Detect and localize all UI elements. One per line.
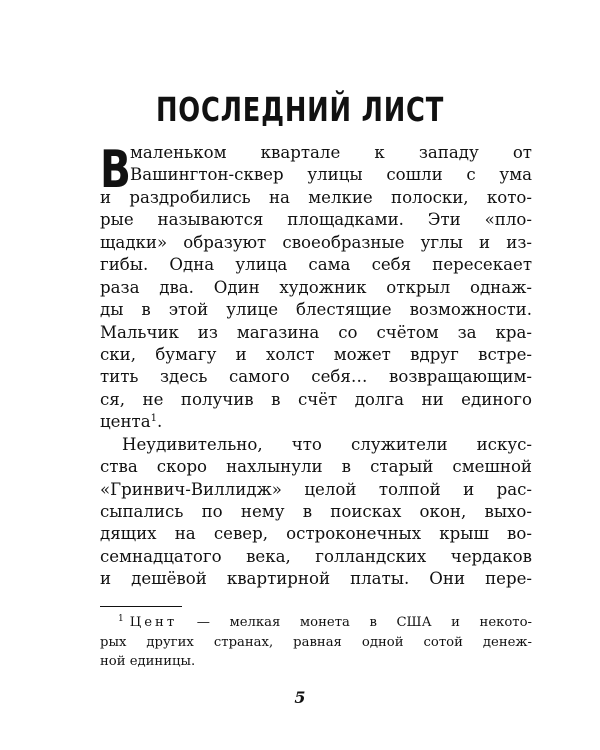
text-line: семнадцатого века, голландских чердаков	[100, 546, 532, 566]
page-number: 5	[294, 688, 306, 707]
text-line: «Гринвич-Виллидж» целой толпой и рас-	[100, 479, 532, 499]
text-line: рые называются площадками. Эти «пло-	[100, 210, 532, 230]
drop-cap: В	[100, 140, 131, 200]
footnote	[100, 610, 532, 672]
text-line: ства скоро нахлынули в старый смешной	[100, 457, 532, 477]
text-fragment: цента	[100, 412, 151, 432]
text-line: тить здесь самого себя… возвращающим-	[100, 367, 532, 387]
footnote-text: — мелкая монета в США и некото-	[177, 615, 532, 630]
footnote-number: 1	[118, 614, 124, 624]
footnote-term: Цент	[129, 615, 178, 630]
text-line: ся, не получив в счёт долга ни единого	[100, 389, 532, 409]
text-line: Неудивительно, что служители искус-	[122, 434, 532, 454]
text-line: гибы. Одна улица сама себя пересекает	[100, 255, 532, 275]
text-line: сыпались по нему в поисках окон, выхо-	[100, 502, 532, 521]
text-line: Вашингтон-сквер улицы сошли с ума	[130, 165, 532, 185]
text-line: щадки» образуют своеобразные углы и из-	[100, 232, 532, 252]
body-text	[100, 142, 532, 591]
text-line: ски, бумагу и холст может вдруг встре-	[100, 344, 532, 364]
text-line: цента$^1$.	[100, 412, 163, 432]
text-line: ды в этой улице блестящие возможности.	[100, 300, 532, 320]
text-line: Мальчик из магазина со счётом за кра-	[100, 322, 532, 342]
chapter-title: ПОСЛЕДНИЙ ЛИСТ	[155, 90, 445, 129]
text-line: маленьком квартале к западу от	[130, 143, 532, 162]
text-line: и раздробились на мелкие полоски, кото-	[100, 187, 532, 207]
footnote-divider	[100, 606, 182, 607]
footnote-reference[interactable]: 1	[150, 413, 157, 425]
footnote-line	[100, 610, 532, 633]
text-line: и дешёвой квартирной платы. Они пере-	[100, 569, 532, 589]
footnote-line: рых других странах, равная одной сотой денеж-	[100, 634, 532, 650]
text-line: раза два. Один художник открыл однаж-	[100, 277, 532, 297]
text-line: дящих на север, остроконечных крыш во-	[100, 524, 532, 544]
footnote-line: ной единицы.	[100, 654, 196, 669]
